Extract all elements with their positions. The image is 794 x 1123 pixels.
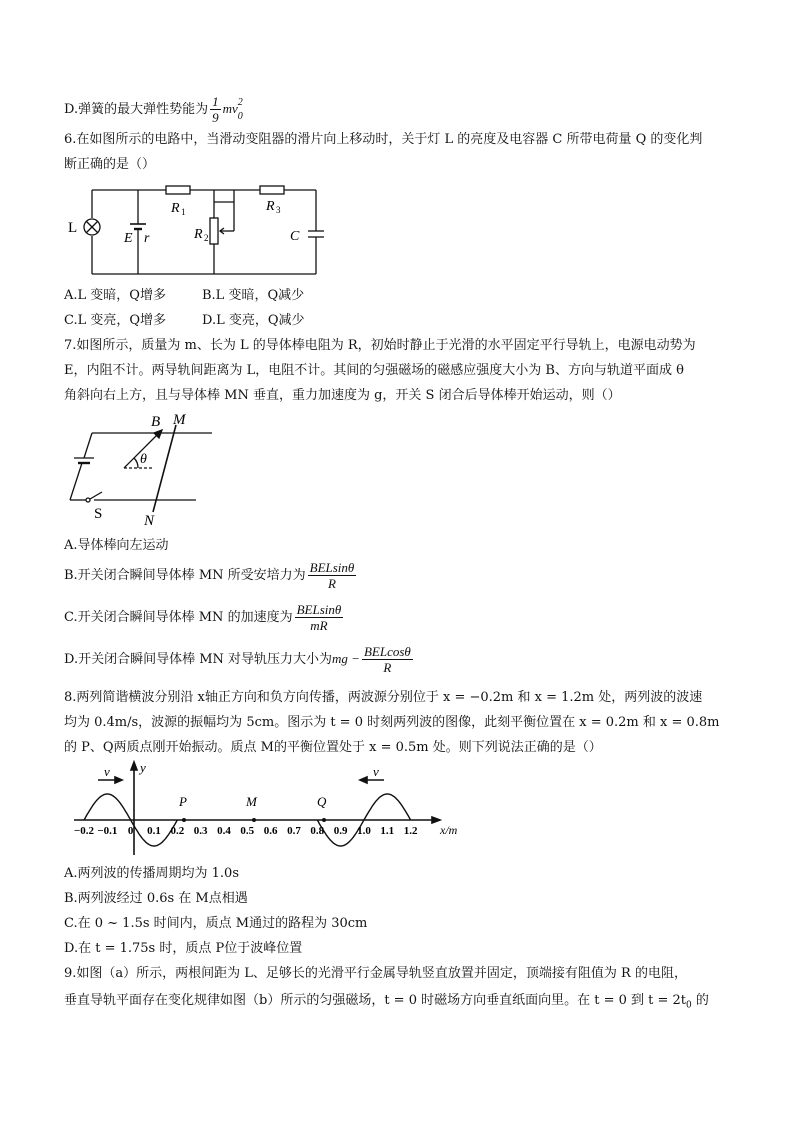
m-point: [252, 818, 256, 822]
q9-stem-line1: 9.如图（a）所示，两根间距为 L、足够长的光滑平行金属导轨竖直放置并固定，顶端接有阻值为 R 的电阻，: [64, 966, 687, 981]
x-tick-label: −0.1: [97, 825, 118, 837]
r2-sub: 2: [204, 233, 209, 243]
q7-b-den: R: [308, 575, 357, 591]
q6-stem-line2: 断正确的是（）: [64, 157, 156, 172]
q6-option-b: B.L 变暗，Q减少: [202, 288, 305, 303]
q7-option-a: A.导体棒向左运动: [64, 538, 169, 553]
q7-option-b-text: B.开关闭合瞬间导体棒 MN 所受安培力为: [64, 568, 306, 583]
q7-d-den: R: [362, 659, 413, 675]
m-point-label: M: [246, 794, 257, 809]
q5-fraction: [210, 94, 221, 125]
q5-option-d-text: D.弹簧的最大弹性势能为: [64, 102, 209, 117]
m-label: M: [173, 412, 186, 428]
q6-option-a: A.L 变暗，Q增多: [64, 288, 166, 303]
x-tick-label: 0.2: [170, 825, 185, 837]
q7-c-den: mR: [295, 617, 344, 633]
q6-circuit-diagram: [64, 180, 334, 280]
q7-b-fraction: [308, 560, 357, 591]
q8-option-a: A.两列波的传播周期均为 1.0s: [64, 866, 239, 881]
q5-fraction-den: 9: [212, 110, 219, 125]
q8-option-c: C.在 0 ~ 1.5s 时间内，质点 M通过的路程为 30cm: [64, 916, 368, 931]
q8-stem-line2: 均为 0.4m/s，波源的振幅均为 5cm。图示为 t = 0 时刻两列波的图像，此刻平衡位置在 x = 0.2m 和 x = 0.8m: [64, 715, 720, 730]
x-tick-label: 0: [127, 825, 134, 837]
p-label: P: [179, 794, 187, 809]
r1-sub: 1: [181, 207, 186, 217]
y-label: y: [140, 760, 146, 775]
r2-rheostat: [210, 218, 218, 244]
q8-stem-line3: 的 P、Q两质点刚开始振动。质点 M的平衡位置处于 x = 0.5m 处。则下列说法正确的是（）: [64, 740, 602, 755]
q5-sub: 0: [237, 110, 243, 122]
r3-label: R: [266, 199, 275, 214]
q8-wave-graph: [64, 760, 464, 860]
r1-label: R: [171, 201, 180, 216]
r1-resistor: [166, 186, 190, 194]
q5-sup: 2: [237, 96, 243, 108]
q7-d-fraction: [362, 644, 413, 675]
x-tick-label: 0.8: [310, 825, 325, 837]
r2-label: R: [194, 227, 203, 242]
q6-stem-line1: 6.在如图所示的电路中，当滑动变阻器的滑片向上移动时，关于灯 L 的亮度及电容器 C 所带电荷量 Q 的变化判: [64, 132, 703, 147]
q8-stem-line1: 8.两列简谐横波分别沿 x轴正方向和负方向传播，两波源分别位于 x = −0.2m 和 x = 1.2m 处，两列波的波速: [64, 690, 703, 705]
x-tick-label: 1.0: [357, 825, 371, 837]
q8-option-d: D.在 t = 1.75s 时，质点 P位于波峰位置: [64, 941, 303, 956]
q9-stem-line2-tail: 的: [691, 993, 709, 1008]
x-tick-label: 0.5: [240, 825, 255, 837]
q7-c-num: BELsinθ: [296, 602, 342, 617]
q7-option-c-text: C.开关闭合瞬间导体棒 MN 的加速度为: [64, 610, 293, 625]
x-tick-label: 1.2: [403, 825, 418, 837]
q7-b-num: BELsinθ: [309, 560, 355, 575]
q5-fraction-num: 1: [212, 94, 219, 109]
x-tick-label: 0.9: [333, 825, 348, 837]
lamp-label: L: [68, 220, 78, 236]
q7-option-c: [64, 602, 345, 633]
x-axis-arrow: [432, 817, 440, 823]
emf-label: E: [124, 231, 133, 246]
y-axis-arrow: [131, 762, 137, 770]
cap-label: C: [290, 229, 300, 244]
q7-option-d-text: D.开关闭合瞬间导体棒 MN 对导轨压力大小为: [64, 652, 333, 667]
x-tick-label: 0.7: [287, 825, 301, 837]
v-right-label: v: [373, 764, 379, 779]
q-point: [322, 818, 326, 822]
q5-option-d: [64, 94, 248, 125]
b-label: B: [151, 414, 161, 430]
q-label: Q: [317, 794, 327, 809]
r-label: r: [144, 231, 150, 246]
s-label: S: [94, 506, 103, 522]
q7-stem-line1: 7.如图所示，质量为 m、长为 L 的导体棒电阻为 R，初始时静止于光滑的水平固定平行导轨上，电源电动势为: [64, 338, 696, 353]
q7-rail-diagram: [64, 408, 224, 530]
q8-option-b: B.两列波经过 0.6s 在 M点相遇: [64, 891, 248, 906]
q9-sub: 0: [686, 1000, 692, 1011]
v-left-label: v: [104, 764, 110, 779]
q6-option-d: D.L 变亮，Q减少: [202, 313, 305, 328]
r3-resistor: [260, 186, 284, 194]
x-tick-label: 0.3: [193, 825, 208, 837]
x-tick-label: −0.2: [73, 825, 95, 837]
q7-option-b: [64, 560, 358, 591]
x-label: x/m: [440, 823, 458, 837]
p-point: [182, 818, 186, 822]
n-label: N: [144, 513, 155, 529]
x-tick-label: 0.4: [217, 825, 231, 837]
q9-stem-line2: [64, 993, 709, 1014]
r3-sub: 3: [276, 205, 281, 215]
theta-label: θ: [140, 452, 147, 467]
q7-option-d: [64, 644, 415, 675]
q7-stem-line3: 角斜向右上方，且与导体棒 MN 垂直，重力加速度为 g，开关 S 闭合后导体棒开始运动，则（）: [64, 388, 621, 403]
q6-option-c: C.L 变亮，Q增多: [64, 313, 167, 328]
q7-stem-line2: E，内阻不计。两导轨间距离为 L，电阻不计。其间的匀强磁场的磁感应强度大小为 B、方向与轨道平面成 θ: [64, 363, 684, 378]
x-tick-label: 0.6: [263, 825, 278, 837]
x-tick-label: 1.1: [380, 825, 395, 837]
x-tick-label: 0.1: [147, 825, 161, 837]
q7-d-mg: mg −: [332, 651, 360, 666]
q9-stem-line2-text: 垂直导轨平面存在变化规律如图（b）所示的匀强磁场，t = 0 时磁场方向垂直纸面向里。在 t = 0 到 t = 2t: [64, 993, 687, 1008]
q7-d-num: BELcosθ: [363, 644, 411, 659]
q5-mv: mv: [222, 101, 238, 116]
q7-c-fraction: [295, 602, 344, 633]
